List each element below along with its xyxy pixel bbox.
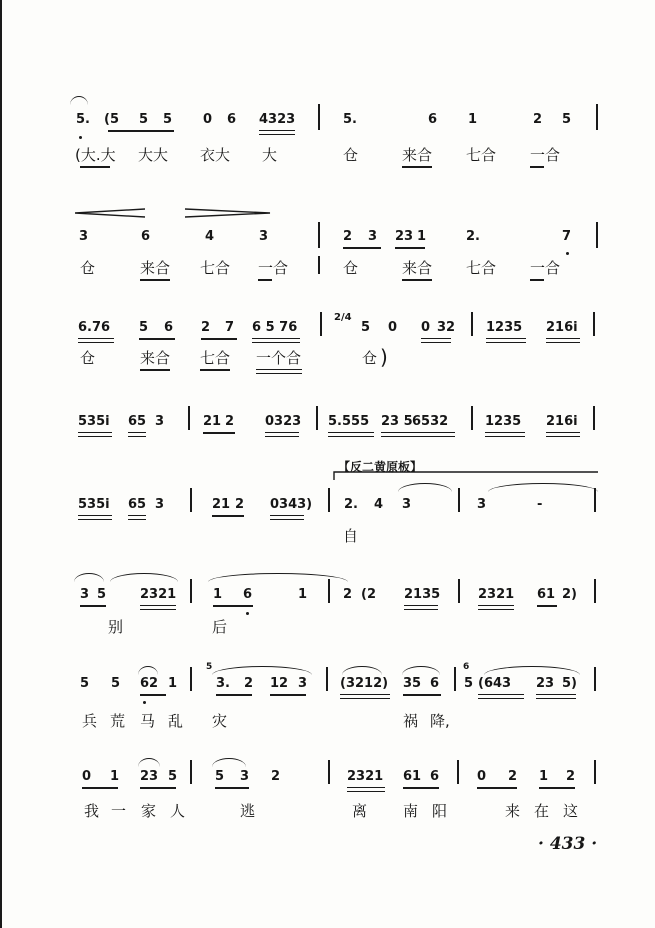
note: 2 — [225, 414, 235, 429]
underline — [215, 787, 249, 789]
note: 12 — [270, 676, 289, 691]
dynamics-hairpins — [75, 207, 275, 223]
double-underline — [259, 130, 295, 135]
lyric: 大 — [262, 146, 278, 164]
lyric: 在 — [534, 802, 550, 820]
note: 5 — [562, 112, 572, 127]
underline — [216, 694, 252, 696]
note: 2 — [508, 769, 518, 784]
note: 2 — [235, 497, 245, 512]
lyric: 兵 — [82, 712, 98, 730]
note: 2321 — [478, 587, 515, 602]
bar-line — [190, 760, 192, 784]
note: (2 — [361, 587, 376, 602]
bar-line — [328, 579, 330, 603]
note: 3 — [80, 587, 90, 602]
underline — [530, 166, 544, 168]
double-underline — [270, 515, 304, 520]
slur — [70, 96, 88, 105]
note: 0343) — [270, 497, 313, 512]
note: 5 — [139, 320, 149, 335]
note: 6 — [164, 320, 174, 335]
note: 6 — [243, 587, 253, 602]
grace-note: 6 — [463, 662, 470, 672]
underline — [530, 279, 544, 281]
note: 6 — [227, 112, 237, 127]
underline — [213, 605, 253, 607]
bar-line — [594, 488, 596, 512]
note: 0 — [388, 320, 398, 335]
note: - — [537, 497, 543, 512]
double-underline — [486, 338, 526, 343]
lyric: 一合 — [530, 259, 561, 277]
note: 65 — [128, 414, 147, 429]
slur — [74, 573, 104, 582]
note: 32 — [437, 320, 456, 335]
note: 0323 — [265, 414, 302, 429]
lyric: 灾 — [212, 712, 228, 730]
double-underline — [78, 432, 112, 437]
bar-line — [328, 488, 330, 512]
double-underline — [546, 432, 580, 437]
lyric: 七合 — [200, 349, 231, 367]
page-number: · 433 · — [538, 834, 598, 854]
lyric: 降, — [430, 712, 450, 730]
note: 5.555 — [328, 414, 370, 429]
bar-line — [188, 406, 190, 430]
bar-line — [318, 104, 320, 130]
underline — [537, 605, 557, 607]
double-underline — [347, 787, 385, 792]
underline — [201, 338, 237, 340]
slur — [208, 573, 348, 582]
note: 3. — [216, 676, 230, 691]
bar-line — [457, 760, 459, 784]
note: 1 — [213, 587, 223, 602]
lyric: 来合 — [402, 259, 433, 277]
bar-line — [318, 222, 320, 248]
lyric: 祸 — [403, 712, 419, 730]
note: 23 5 — [381, 414, 413, 429]
note: 1235 — [485, 414, 522, 429]
underline — [200, 369, 230, 371]
note: 5 — [97, 587, 107, 602]
note: (3212) — [340, 676, 389, 691]
lyric: 家 — [141, 802, 157, 820]
lyric: 七合 — [466, 146, 497, 164]
lyric: 衣大 — [200, 146, 231, 164]
bar-line — [471, 406, 473, 430]
note: 2321 — [347, 769, 384, 784]
lyric: 七合 — [200, 259, 231, 277]
bar-line — [328, 760, 330, 784]
section-bracket — [332, 470, 602, 482]
underline — [403, 787, 439, 789]
lyric: 来合 — [140, 259, 171, 277]
note: 5 — [215, 769, 225, 784]
bar-line — [594, 579, 596, 603]
bar-line — [594, 667, 596, 691]
lyric: 仓 — [80, 259, 96, 277]
bar-line — [458, 579, 460, 603]
double-underline — [546, 338, 580, 343]
lyric: 七合 — [466, 259, 497, 277]
note: 1 — [298, 587, 308, 602]
note: 61 — [403, 769, 422, 784]
lyric: 别 — [108, 618, 124, 636]
note: 23 — [395, 229, 414, 244]
note: 2 — [271, 769, 281, 784]
note: 2321 — [140, 587, 177, 602]
note: (5 — [104, 112, 119, 127]
underline — [140, 694, 166, 696]
bar-line — [316, 406, 318, 430]
underline — [402, 166, 432, 168]
note: 3 — [155, 497, 165, 512]
lyric: 仓 — [343, 146, 359, 164]
note: 6 — [141, 229, 151, 244]
underline — [539, 787, 575, 789]
lyric: 来 — [505, 802, 521, 820]
note: 7 — [225, 320, 235, 335]
note: 5. — [343, 112, 357, 127]
note: 2. — [466, 229, 480, 244]
note: 216i — [546, 320, 578, 335]
double-underline — [478, 694, 524, 699]
note: 0 — [203, 112, 213, 127]
lyric: 南 — [403, 802, 419, 820]
note: 2 — [566, 769, 576, 784]
underline — [139, 338, 175, 340]
lyric: 来合 — [402, 146, 433, 164]
slur — [398, 483, 452, 492]
note: 5 — [361, 320, 371, 335]
note: 65 — [128, 497, 147, 512]
underline — [212, 515, 244, 517]
underline — [108, 130, 174, 132]
double-underline — [265, 432, 299, 437]
lyric: 后 — [212, 618, 228, 636]
underline — [80, 605, 106, 607]
underline — [258, 279, 272, 281]
note: 7 — [562, 229, 572, 244]
lyric: 一合 — [530, 146, 561, 164]
note: 35 — [403, 676, 422, 691]
note: 216i — [546, 414, 578, 429]
underline — [140, 787, 176, 789]
note: 5) — [562, 676, 577, 691]
lyric: 我 — [84, 802, 100, 820]
note: 3 — [298, 676, 308, 691]
underline — [477, 787, 517, 789]
note: 5 — [111, 676, 121, 691]
double-underline — [252, 338, 300, 343]
note: 6 — [428, 112, 438, 127]
note: 1 — [539, 769, 549, 784]
note: 62 — [140, 676, 159, 691]
lyric: 仓 — [362, 349, 378, 367]
underline — [395, 247, 425, 249]
bar-line — [190, 488, 192, 512]
bar-line — [320, 312, 322, 336]
double-underline — [536, 694, 576, 699]
note: 3 — [402, 497, 412, 512]
lyric: 来合 — [140, 349, 171, 367]
bar-line — [596, 222, 598, 248]
lyric: (大.大 — [75, 146, 116, 164]
lyric: 荒 — [110, 712, 126, 730]
double-underline — [485, 432, 525, 437]
note: 2 — [201, 320, 211, 335]
underline — [82, 787, 118, 789]
note: 3 — [155, 414, 165, 429]
lyric: 离 — [352, 802, 368, 820]
bar-line — [596, 104, 598, 130]
double-underline — [340, 694, 390, 699]
note: 4323 — [259, 112, 296, 127]
note: 2 — [244, 676, 254, 691]
note: 0 — [477, 769, 487, 784]
note: 3 — [79, 229, 89, 244]
note: 3 — [240, 769, 250, 784]
lyric: 马 — [140, 712, 156, 730]
double-underline — [328, 432, 374, 437]
note: 6 — [430, 769, 440, 784]
bar-line — [326, 667, 328, 691]
bar-line — [593, 312, 595, 336]
lyric: 阳 — [432, 802, 448, 820]
bar-line — [454, 667, 456, 691]
note: 5 — [139, 112, 149, 127]
underline — [203, 432, 235, 434]
lyric: 大大 — [138, 146, 169, 164]
underline — [343, 247, 381, 249]
note: 21 — [212, 497, 231, 512]
note: 2 — [343, 229, 353, 244]
underline — [270, 694, 306, 696]
slur — [212, 666, 312, 675]
slur — [138, 666, 158, 675]
lyric: 乱 — [168, 712, 184, 730]
lyric: 仓 — [80, 349, 96, 367]
low-dot — [79, 136, 82, 139]
note: 4 — [205, 229, 215, 244]
bar-line — [190, 579, 192, 603]
note: 4 — [374, 497, 384, 512]
double-underline — [78, 338, 114, 343]
slur — [138, 758, 160, 767]
note: 3 — [477, 497, 487, 512]
note: 6 — [430, 676, 440, 691]
note: 1 — [417, 229, 427, 244]
note: 5. — [76, 112, 90, 127]
slur — [212, 758, 246, 767]
note: 6532 — [412, 414, 449, 429]
slur — [110, 573, 178, 582]
bar-line — [593, 406, 595, 430]
time-signature: 2/4 — [334, 312, 352, 323]
lyric: 自 — [343, 527, 359, 545]
double-underline — [128, 432, 146, 437]
note: 3 — [368, 229, 378, 244]
note: 0 — [421, 320, 431, 335]
lyric: 一 — [111, 802, 127, 820]
note: 1 — [468, 112, 478, 127]
double-underline — [404, 605, 438, 610]
note: 5 — [464, 676, 474, 691]
note: 1235 — [486, 320, 523, 335]
bar-line — [190, 667, 192, 691]
note: 2135 — [404, 587, 441, 602]
slur — [488, 483, 598, 492]
lyric: 逃 — [240, 802, 256, 820]
note: 61 — [537, 587, 556, 602]
lyric: 人 — [170, 802, 186, 820]
note: 21 — [203, 414, 222, 429]
slur — [342, 666, 382, 675]
underline — [140, 369, 170, 371]
note: 2 — [343, 587, 353, 602]
note: 23 — [140, 769, 159, 784]
note: 5 — [80, 676, 90, 691]
underline — [140, 279, 170, 281]
double-underline — [478, 605, 514, 610]
note: (643 — [478, 676, 512, 691]
slur — [402, 666, 440, 675]
bar-line — [458, 488, 460, 512]
underline — [403, 694, 441, 696]
low-dot — [246, 612, 249, 615]
slur — [484, 666, 580, 675]
lyric: 仓 — [343, 259, 359, 277]
double-underline — [381, 432, 455, 437]
note: 3 — [259, 229, 269, 244]
section-label: 【反二黄原板】 — [338, 460, 423, 474]
note: 23 — [536, 676, 555, 691]
low-dot — [566, 252, 569, 255]
note: 535i — [78, 497, 110, 512]
note: 535i — [78, 414, 110, 429]
note: 1 — [168, 676, 178, 691]
note: 1 — [110, 769, 120, 784]
note: 0 — [82, 769, 92, 784]
bar-line — [594, 760, 596, 784]
double-underline — [78, 515, 112, 520]
closing-paren: ) — [380, 345, 388, 369]
note: 5 — [168, 769, 178, 784]
lyric: 一个合 — [256, 349, 302, 367]
note: 2 — [533, 112, 543, 127]
lyric: 一合 — [258, 259, 289, 277]
double-underline — [140, 605, 176, 610]
underline — [402, 279, 432, 281]
note: 6 5 76 — [252, 320, 298, 335]
underline — [80, 166, 110, 168]
double-underline — [128, 515, 146, 520]
note: 2. — [344, 497, 358, 512]
grace-note: 5 — [206, 662, 213, 672]
lyric: 这 — [563, 802, 579, 820]
note: 2) — [562, 587, 577, 602]
double-underline — [256, 369, 302, 374]
note: 6.76 — [78, 320, 111, 335]
bar-line — [471, 312, 473, 336]
note: 5 — [163, 112, 173, 127]
double-underline — [421, 338, 451, 343]
low-dot — [143, 701, 146, 704]
